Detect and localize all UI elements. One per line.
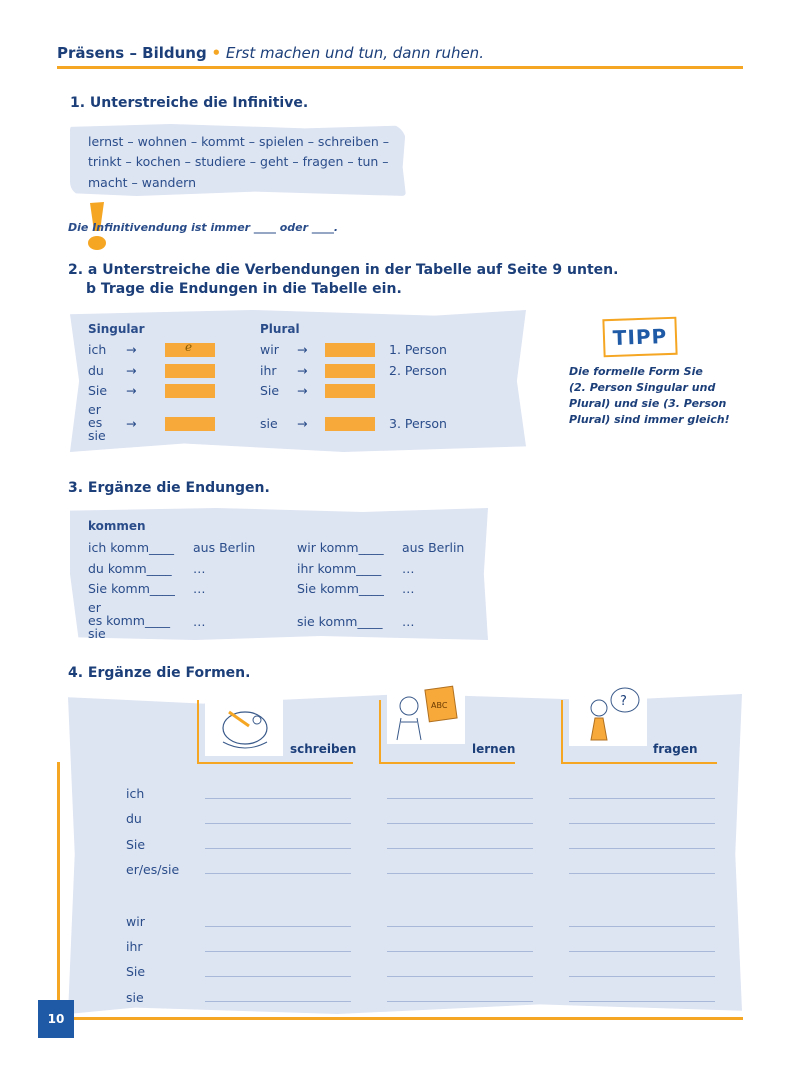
- ex3-row2-right: ihr komm____: [297, 561, 382, 576]
- person-label-3: 3. Person: [389, 416, 447, 431]
- answer-line-schreiben[interactable]: [205, 951, 351, 952]
- svg-text:ABC: ABC: [431, 701, 448, 710]
- asking-person-illustration: [569, 684, 647, 746]
- ex1-note: Die Infinitivendung ist immer ____ oder ____.: [68, 221, 339, 234]
- ex3-row4-right2: …: [402, 614, 415, 629]
- learning-person-illustration: [387, 682, 465, 744]
- arrow-icon: →: [297, 342, 308, 357]
- ex3-row1-right2: aus Berlin: [402, 540, 465, 555]
- answer-line-lernen[interactable]: [387, 823, 533, 824]
- answer-line-lernen[interactable]: [387, 873, 533, 874]
- header-title: Präsens – Bildung: [57, 44, 207, 62]
- ending-slot-du[interactable]: [165, 364, 215, 378]
- ex1-title: 1. Unterstreiche die Infinitive.: [70, 95, 309, 111]
- tipp-text: [569, 364, 730, 428]
- ex4-pronoun-er-es-sie: er/es/sie: [126, 862, 180, 877]
- answer-line-fragen[interactable]: [569, 1001, 715, 1002]
- sg-pronoun-ich: ich: [88, 342, 107, 357]
- ex1-line-1: lernst – wohnen – kommt – spielen – schreiben –: [88, 134, 390, 149]
- arrow-icon: →: [297, 363, 308, 378]
- ending-slot-wir[interactable]: [325, 343, 375, 357]
- ex2-title-b: b Trage die Endungen in die Tabelle ein.: [86, 281, 402, 297]
- arrow-icon: →: [297, 416, 308, 431]
- ex3-pronoun-sie: sie: [88, 626, 106, 641]
- ex4-title: 4. Ergänze die Formen.: [68, 665, 251, 681]
- column-label-lernen: lernen: [472, 742, 516, 756]
- ex3-row3-mid: …: [193, 581, 206, 596]
- tipp-line-4: Plural) sind immer gleich!: [569, 413, 730, 426]
- ex3-row3-right2: …: [402, 581, 415, 596]
- answer-line-lernen[interactable]: [387, 798, 533, 799]
- column-label-schreiben: schreiben: [290, 742, 357, 756]
- ending-slot-sie-3pl[interactable]: [325, 417, 375, 431]
- answer-line-fragen[interactable]: [569, 976, 715, 977]
- ex3-row2-left: du komm____: [88, 561, 172, 576]
- ex3-row2-right2: …: [402, 561, 415, 576]
- singular-label: Singular: [88, 322, 145, 336]
- ex4-pronoun-du: du: [126, 811, 142, 826]
- pronoun-er: er: [88, 402, 101, 417]
- ex1-line-3: macht – wandern: [88, 175, 197, 190]
- arrow-icon: →: [297, 383, 308, 398]
- header-subtitle: Erst machen und tun, dann ruhen.: [225, 44, 484, 62]
- person-label-1: 1. Person: [389, 342, 447, 357]
- arrow-icon: →: [126, 416, 137, 431]
- ending-slot-ich[interactable]: [165, 340, 215, 357]
- answer-line-schreiben[interactable]: [205, 798, 351, 799]
- answer-line-fragen[interactable]: [569, 926, 715, 927]
- arrow-icon: →: [126, 363, 137, 378]
- answer-line-fragen[interactable]: [569, 848, 715, 849]
- pl-pronoun-wir: wir: [260, 342, 279, 357]
- ex4-pronoun-sie-formal: Sie: [126, 837, 146, 852]
- sg-pronoun-er-es-sie: [88, 403, 106, 442]
- tipp-line-2: (2. Person Singular und: [569, 381, 716, 394]
- ex3-pronoun-er: er: [88, 600, 101, 615]
- plural-label: Plural: [260, 322, 300, 336]
- margin-rule: [57, 762, 60, 1022]
- ex3-row3-right: Sie komm____: [297, 581, 384, 596]
- ex3-row1-left: ich komm____: [88, 540, 175, 555]
- pl-pronoun-sie-formal: Sie: [260, 383, 280, 398]
- answer-line-schreiben[interactable]: [205, 848, 351, 849]
- answer-line-schreiben[interactable]: [205, 976, 351, 977]
- sg-pronoun-sie-formal: Sie: [88, 383, 108, 398]
- answer-line-lernen[interactable]: [387, 1001, 533, 1002]
- tipp-line-3: Plural) und sie (3. Person: [569, 397, 727, 410]
- answer-line-lernen[interactable]: [387, 926, 533, 927]
- ending-slot-ihr[interactable]: [325, 364, 375, 378]
- ex3-row1-mid: aus Berlin: [193, 540, 256, 555]
- pronoun-sie: sie: [88, 428, 106, 443]
- header-rule: [57, 66, 743, 69]
- svg-text:?: ?: [620, 694, 627, 709]
- ex4-pronoun-sie-pl-formal: Sie: [126, 964, 146, 979]
- footer-rule: [74, 1017, 743, 1020]
- ex3-row4-mid: …: [193, 614, 206, 629]
- ex3-row4-left: [88, 601, 170, 640]
- tipp-label: TIPP: [612, 324, 668, 350]
- ex3-title: 3. Ergänze die Endungen.: [68, 480, 270, 496]
- ex2-title-a: 2. a Unterstreiche die Verbendungen in der Tabelle auf Seite 9 unten.: [68, 262, 619, 278]
- ex4-pronoun-sie-pl: sie: [126, 990, 144, 1005]
- ex3-pronoun-es: es komm____: [88, 613, 170, 628]
- ex3-verb: kommen: [88, 519, 146, 533]
- sg-pronoun-du: du: [88, 363, 104, 378]
- tipp-badge: [602, 317, 677, 358]
- answer-line-lernen[interactable]: [387, 976, 533, 977]
- answer-line-schreiben[interactable]: [205, 1001, 351, 1002]
- ex3-row2-mid: …: [193, 561, 206, 576]
- ex3-row4-right: sie komm____: [297, 614, 383, 629]
- pl-pronoun-ihr: ihr: [260, 363, 277, 378]
- column-label-fragen: fragen: [653, 742, 698, 756]
- writing-person-illustration: [205, 698, 283, 756]
- ending-slot-sie-pl[interactable]: [325, 384, 375, 398]
- ex1-line-2: trinkt – kochen – studiere – geht – fragen – tun –: [88, 154, 389, 169]
- answer-line-schreiben[interactable]: [205, 873, 351, 874]
- ending-slot-sie-sg[interactable]: [165, 384, 215, 398]
- header-bullet: •: [211, 44, 222, 62]
- ex4-pronoun-ihr: ihr: [126, 939, 143, 954]
- answer-line-lernen[interactable]: [387, 951, 533, 952]
- answer-line-fragen[interactable]: [569, 798, 715, 799]
- page-number: 10: [38, 1000, 74, 1038]
- ex4-pronoun-ich: ich: [126, 786, 145, 801]
- ex3-row1-right: wir komm____: [297, 540, 384, 555]
- ex4-pronoun-wir: wir: [126, 914, 145, 929]
- pronoun-es: es: [88, 415, 103, 430]
- answer-line-lernen[interactable]: [387, 848, 533, 849]
- ending-example: e: [185, 340, 193, 354]
- answer-line-fragen[interactable]: [569, 823, 715, 824]
- pl-pronoun-sie: sie: [260, 416, 278, 431]
- answer-line-fragen[interactable]: [569, 951, 715, 952]
- answer-line-schreiben[interactable]: [205, 823, 351, 824]
- tipp-line-1: Die formelle Form Sie: [569, 365, 703, 378]
- page-header: [57, 44, 484, 62]
- answer-line-fragen[interactable]: [569, 873, 715, 874]
- arrow-icon: →: [126, 342, 137, 357]
- person-label-2: 2. Person: [389, 363, 447, 378]
- ending-slot-er[interactable]: [165, 417, 215, 431]
- arrow-icon: →: [126, 383, 137, 398]
- answer-line-schreiben[interactable]: [205, 926, 351, 927]
- ex3-row3-left: Sie komm____: [88, 581, 175, 596]
